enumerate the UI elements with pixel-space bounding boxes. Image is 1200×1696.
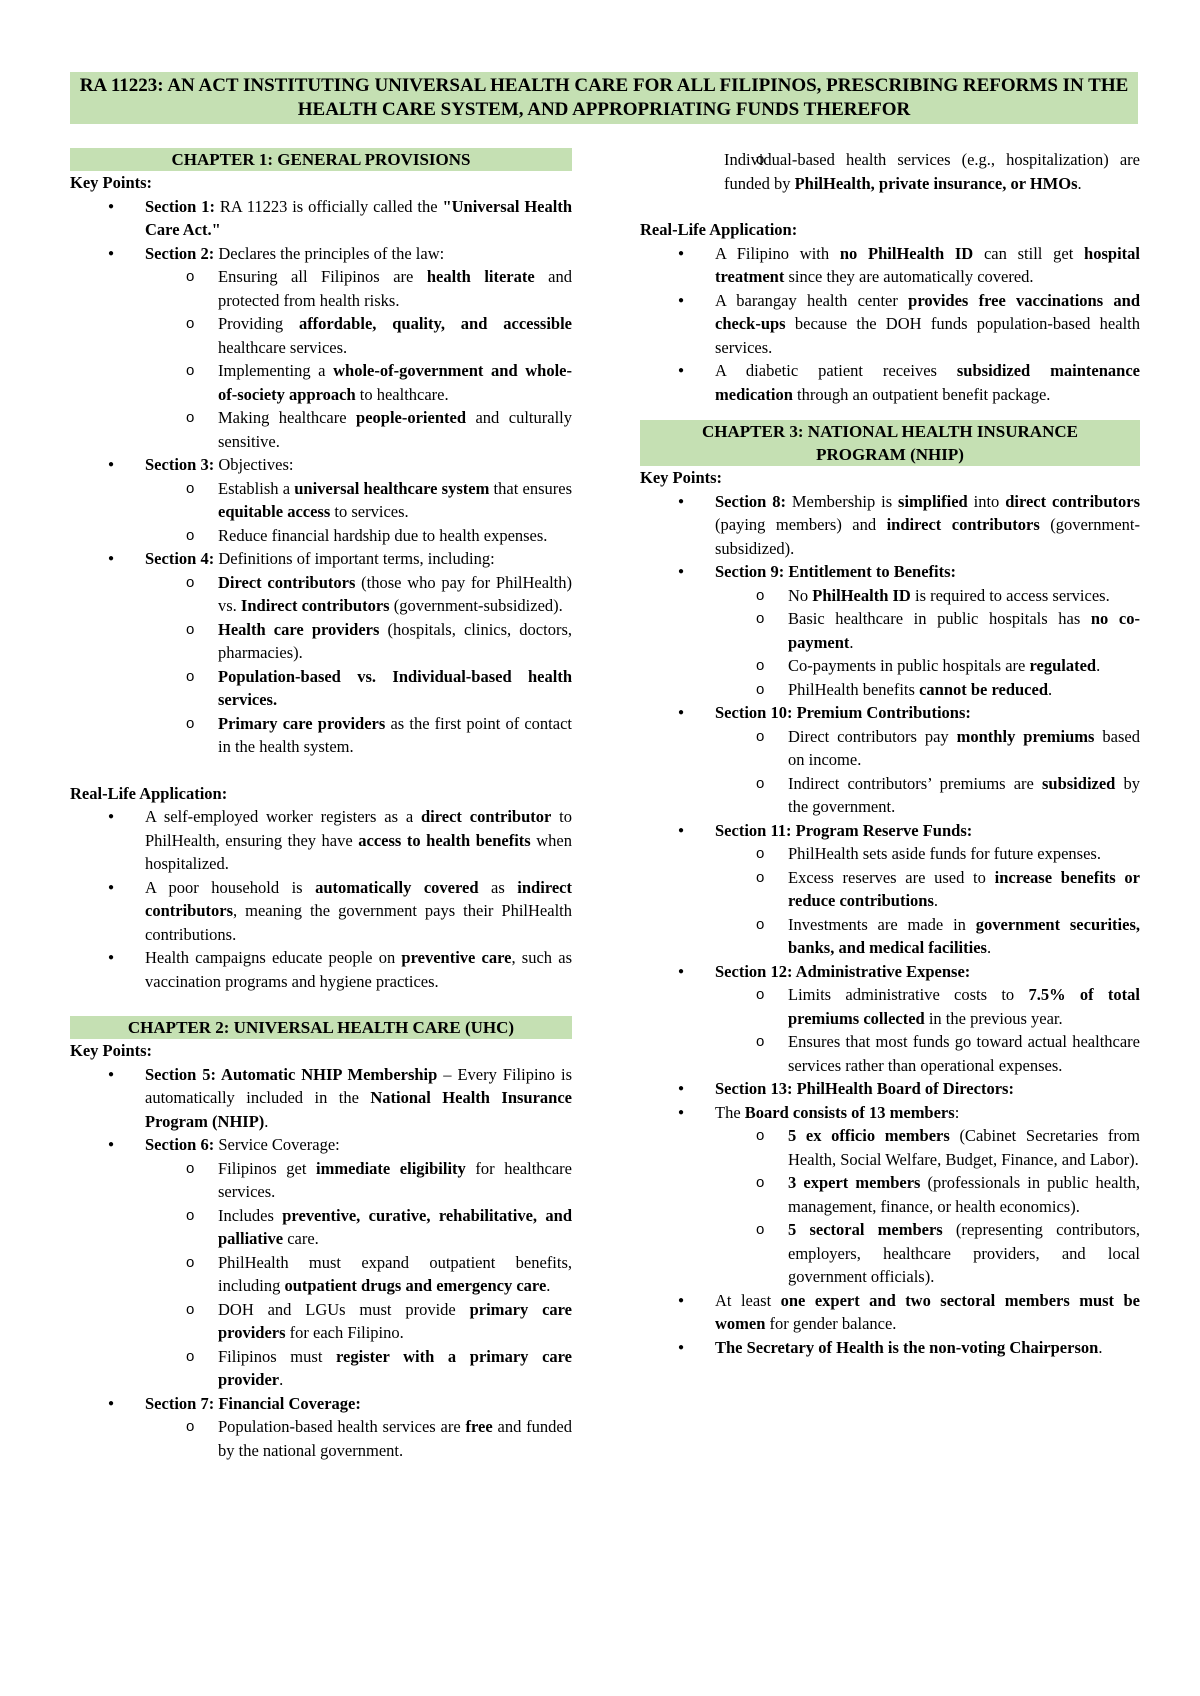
list-item: o Basic healthcare in public hospitals has no co-payment.	[640, 607, 1140, 654]
key-points-label: Key Points:	[640, 468, 723, 487]
list-item: ● A self-employed worker registers as a direct contributor to PhilHealth, ensuring they have access to health benefits when hospitalized.	[70, 805, 572, 876]
right-column	[640, 148, 1140, 1359]
chapter-1-key-points	[70, 195, 572, 759]
section-8-item: ● Section 8: Membership is simplified into direct contributors (paying members) and indirect contributors (government-subsidized).	[640, 490, 1140, 561]
chapter-2-real-life-applications	[640, 242, 1140, 407]
chapter-3-heading: CHAPTER 3: NATIONAL HEALTH INSURANCE PROGRAM (NHIP)	[640, 420, 1140, 466]
list-item: ● The Secretary of Health is the non-voting Chairperson.	[640, 1336, 1140, 1360]
list-item: o Investments are made in government securities, banks, and medical facilities.	[640, 913, 1140, 960]
list-item: o Excess reserves are used to increase benefits or reduce contributions.	[640, 866, 1140, 913]
section-1-item: ● Section 1: RA 11223 is officially called the "Universal Health Care Act."	[70, 195, 572, 242]
list-item: o Ensures that most funds go toward actual healthcare services rather than operational expenses.	[640, 1030, 1140, 1077]
list-item: o No PhilHealth ID is required to access services.	[640, 584, 1140, 608]
section-4-item: ● Section 4: Definitions of important terms, including:	[70, 547, 572, 571]
document-title: RA 11223: AN ACT INSTITUTING UNIVERSAL HEALTH CARE FOR ALL FILIPINOS, PRESCRIBING REFORMS IN THE HEALTH CARE SYSTEM, AND APPROPRIATING FUNDS THEREFOR	[70, 72, 1138, 124]
list-item: ● A Filipino with no PhilHealth ID can still get hospital treatment since they are automatically covered.	[640, 242, 1140, 289]
chapter-2-heading: CHAPTER 2: UNIVERSAL HEALTH CARE (UHC)	[70, 1016, 572, 1039]
section-7-item: ● Section 7: Financial Coverage:	[70, 1392, 572, 1416]
list-item: o Direct contributors (those who pay for PhilHealth) vs. Indirect contributors (government-subsidized).	[70, 571, 572, 618]
chapter-2-key-points-continued	[640, 148, 1140, 195]
list-item: o 5 sectoral members (representing contributors, employers, healthcare providers, and local government officials).	[640, 1218, 1140, 1289]
chapter-3-key-points	[640, 490, 1140, 1360]
list-item: ● A poor household is automatically covered as indirect contributors, meaning the government pays their PhilHealth contributions.	[70, 876, 572, 947]
list-item: o PhilHealth must expand outpatient benefits, including outpatient drugs and emergency care.	[70, 1251, 572, 1298]
list-item: o DOH and LGUs must provide primary care providers for each Filipino.	[70, 1298, 572, 1345]
section-5-item: ● Section 5: Automatic NHIP Membership – Every Filipino is automatically included in the National Health Insurance Program (NHIP).	[70, 1063, 572, 1134]
list-item: o Providing affordable, quality, and accessible healthcare services.	[70, 312, 572, 359]
list-item: ● Health campaigns educate people on preventive care, such as vaccination programs and hygiene practices.	[70, 946, 572, 993]
section-11-item: ● Section 11: Program Reserve Funds:	[640, 819, 1140, 843]
key-points-label: Key Points:	[70, 173, 153, 192]
list-item: o Individual-based health services (e.g., hospitalization) are funded by PhilHealth, private insurance, or HMOs.	[640, 148, 1140, 195]
list-item: o 5 ex officio members (Cabinet Secretaries from Health, Social Welfare, Budget, Finance, and Labor).	[640, 1124, 1140, 1171]
chapter-2-key-points	[70, 1063, 572, 1463]
real-life-application-label: Real-Life Application:	[70, 783, 228, 803]
list-item: o Primary care providers as the first point of contact in the health system.	[70, 712, 572, 759]
list-item: o Health care providers (hospitals, clinics, doctors, pharmacies).	[70, 618, 572, 665]
list-item: o Filipinos must register with a primary care provider.	[70, 1345, 572, 1392]
section-9-item: ● Section 9: Entitlement to Benefits:	[640, 560, 1140, 584]
key-points-label: Key Points:	[70, 1041, 153, 1060]
section-10-item: ● Section 10: Premium Contributions:	[640, 701, 1140, 725]
list-item: o Making healthcare people-oriented and culturally sensitive.	[70, 406, 572, 453]
left-column	[70, 148, 572, 1462]
list-item: o Ensuring all Filipinos are health literate and protected from health risks.	[70, 265, 572, 312]
list-item: ● The Board consists of 13 members:	[640, 1101, 1140, 1125]
section-12-item: ● Section 12: Administrative Expense:	[640, 960, 1140, 984]
section-2-item: ● Section 2: Declares the principles of the law:	[70, 242, 572, 266]
chapter-1-real-life-applications	[70, 805, 572, 993]
list-item: o PhilHealth sets aside funds for future expenses.	[640, 842, 1140, 866]
list-item: o Reduce financial hardship due to health expenses.	[70, 524, 572, 548]
list-item: o Direct contributors pay monthly premiums based on income.	[640, 725, 1140, 772]
list-item: o 3 expert members (professionals in public health, management, finance, or health economics).	[640, 1171, 1140, 1218]
list-item: ● A diabetic patient receives subsidized maintenance medication through an outpatient benefit package.	[640, 359, 1140, 406]
list-item: ● At least one expert and two sectoral members must be women for gender balance.	[640, 1289, 1140, 1336]
list-item: o Population-based health services are free and funded by the national government.	[70, 1415, 572, 1462]
section-6-item: ● Section 6: Service Coverage:	[70, 1133, 572, 1157]
list-item: o Population-based vs. Individual-based health services.	[70, 665, 572, 712]
list-item: o Filipinos get immediate eligibility for healthcare services.	[70, 1157, 572, 1204]
list-item: o PhilHealth benefits cannot be reduced.	[640, 678, 1140, 702]
list-item: o Limits administrative costs to 7.5% of total premiums collected in the previous year.	[640, 983, 1140, 1030]
list-item: o Indirect contributors’ premiums are subsidized by the government.	[640, 772, 1140, 819]
list-item: o Includes preventive, curative, rehabilitative, and palliative care.	[70, 1204, 572, 1251]
list-item: o Implementing a whole-of-government and whole-of-society approach to healthcare.	[70, 359, 572, 406]
section-13-item: ● Section 13: PhilHealth Board of Directors:	[640, 1077, 1140, 1101]
list-item: o Establish a universal healthcare system that ensures equitable access to services.	[70, 477, 572, 524]
section-3-item: ● Section 3: Objectives:	[70, 453, 572, 477]
list-item: ● A barangay health center provides free vaccinations and check-ups because the DOH funds population-based health services.	[640, 289, 1140, 360]
chapter-1-heading: CHAPTER 1: GENERAL PROVISIONS	[70, 148, 572, 171]
real-life-application-label: Real-Life Application:	[640, 220, 798, 239]
list-item: o Co-payments in public hospitals are regulated.	[640, 654, 1140, 678]
